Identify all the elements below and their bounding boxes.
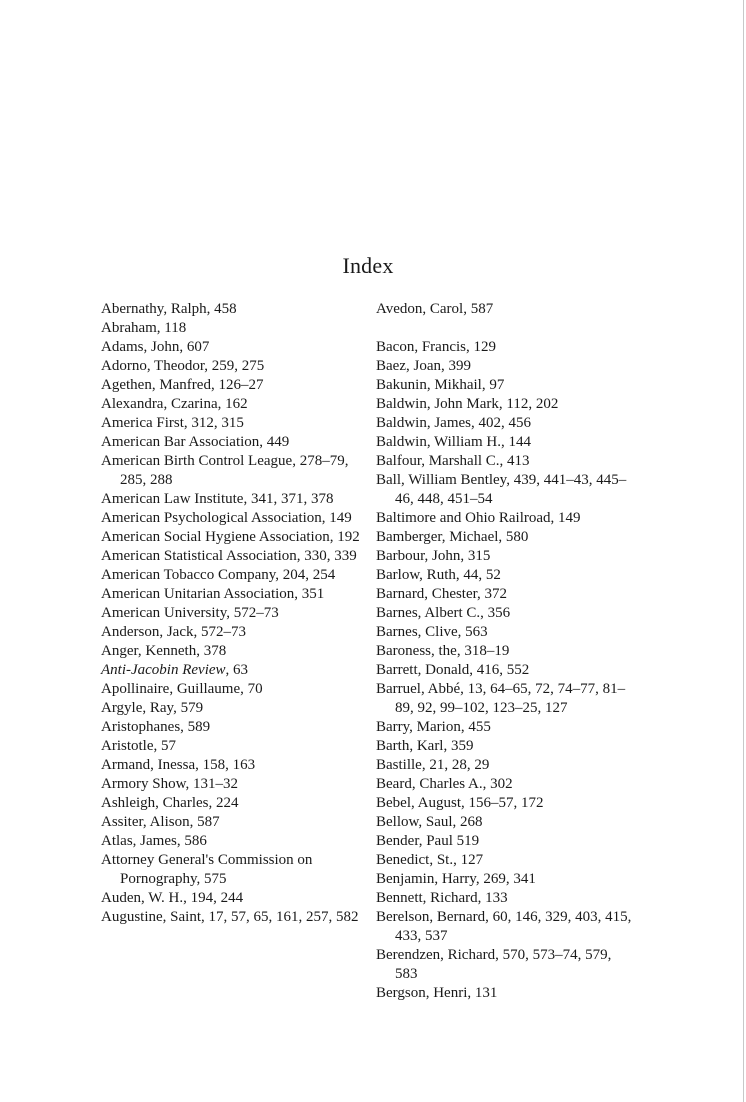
index-entry: Argyle, Ray, 579: [101, 700, 204, 716]
index-entry: Bender, Paul 519: [376, 833, 480, 849]
index-entry: Barth, Karl, 359: [376, 738, 474, 754]
index-entry: Adorno, Theodor, 259, 275: [101, 358, 265, 374]
index-entry: Baltimore and Ohio Railroad, 149: [376, 510, 581, 526]
index-entry: Barrett, Donald, 416, 552: [376, 662, 530, 678]
title-italic: Anti-Jacobin Review: [101, 662, 226, 678]
index-entry: Baldwin, William H., 144: [376, 434, 531, 450]
index-entry: Aristotle, 57: [101, 738, 176, 754]
index-entry: American Psychological Association, 149: [101, 510, 352, 526]
index-entry: Baldwin, James, 402, 456: [376, 415, 531, 431]
index-entry: Benedict, St., 127: [376, 852, 484, 868]
index-entry: Augustine, Saint, 17, 57, 65, 161, 257, 582: [101, 909, 359, 925]
index-entry: Baroness, the, 318–19: [376, 643, 510, 659]
index-entry: Aristophanes, 589: [101, 719, 211, 735]
index-entry: Bennett, Richard, 133: [376, 890, 508, 906]
index-entry: Adams, John, 607: [101, 339, 210, 355]
index-entry: America First, 312, 315: [101, 415, 244, 431]
index-entry: American Unitarian Association, 351: [101, 586, 325, 602]
index-entry: Ball, William Bentley, 439, 441–43, 445–46, 448, 451–54: [376, 472, 627, 507]
index-entry: Assiter, Alison, 587: [101, 814, 220, 830]
index-entry: Anderson, Jack, 572–73: [101, 624, 246, 640]
index-entry: Baez, Joan, 399: [376, 358, 471, 374]
index-entry: Ashleigh, Charles, 224: [101, 795, 239, 811]
index-entry: American Birth Control League, 278–79, 285, 288: [101, 453, 349, 488]
index-entry: Alexandra, Czarina, 162: [101, 396, 248, 412]
index-entry: Bacon, Francis, 129: [376, 339, 496, 355]
index-column-left: [101, 300, 363, 927]
index-entry: Anti-Jacobin Review, 63: [101, 662, 249, 678]
index-column-right: [376, 300, 636, 1003]
index-entry: American Law Institute, 341, 371, 378: [101, 491, 334, 507]
index-entry: Barnard, Chester, 372: [376, 586, 508, 602]
index-entry: Barry, Marion, 455: [376, 719, 491, 735]
index-entry: Agethen, Manfred, 126–27: [101, 377, 264, 393]
index-entry: Abernathy, Ralph, 458: [101, 301, 237, 317]
index-entry: Avedon, Carol, 587: [376, 301, 494, 317]
index-entry: Baldwin, John Mark, 112, 202: [376, 396, 559, 412]
index-entry: Apollinaire, Guillaume, 70: [101, 681, 263, 697]
index-entry: Atlas, James, 586: [101, 833, 207, 849]
index-entry: Armory Show, 131–32: [101, 776, 238, 792]
index-entry: Bellow, Saul, 268: [376, 814, 483, 830]
index-entry: Bakunin, Mikhail, 97: [376, 377, 505, 393]
index-entry: Beard, Charles A., 302: [376, 776, 513, 792]
index-entry: Auden, W. H., 194, 244: [101, 890, 244, 906]
page-edge-line: [743, 0, 744, 1102]
index-entry: Bamberger, Michael, 580: [376, 529, 529, 545]
index-entry: Armand, Inessa, 158, 163: [101, 757, 256, 773]
index-entry: Barnes, Albert C., 356: [376, 605, 511, 621]
index-entry: American Tobacco Company, 204, 254: [101, 567, 336, 583]
page-title: Index: [342, 253, 394, 278]
index-entry: Attorney General's Commission on Pornography, 575: [101, 852, 313, 887]
index-entry: American Bar Association, 449: [101, 434, 290, 450]
index-entry: Bastille, 21, 28, 29: [376, 757, 490, 773]
index-entry: Bergson, Henri, 131: [376, 985, 498, 1001]
index-entry: American Social Hygiene Association, 192: [101, 529, 360, 545]
index-entry: Anger, Kenneth, 378: [101, 643, 227, 659]
index-entry: Bebel, August, 156–57, 172: [376, 795, 544, 811]
index-entry: American Statistical Association, 330, 339: [101, 548, 357, 564]
index-entry: Abraham, 118: [101, 320, 187, 336]
index-entry: Benjamin, Harry, 269, 341: [376, 871, 536, 887]
index-entry: Barnes, Clive, 563: [376, 624, 488, 640]
index-entry: Barruel, Abbé, 13, 64–65, 72, 74–77, 81–89, 92, 99–102, 123–25, 127: [376, 681, 626, 716]
index-entry: Berelson, Bernard, 60, 146, 329, 403, 415, 433, 537: [376, 909, 632, 944]
index-entry: Barbour, John, 315: [376, 548, 491, 564]
index-entry: Berendzen, Richard, 570, 573–74, 579, 583: [376, 947, 612, 982]
index-entry: American University, 572–73: [101, 605, 279, 621]
index-entry: Barlow, Ruth, 44, 52: [376, 567, 501, 583]
index-entry: Balfour, Marshall C., 413: [376, 453, 530, 469]
